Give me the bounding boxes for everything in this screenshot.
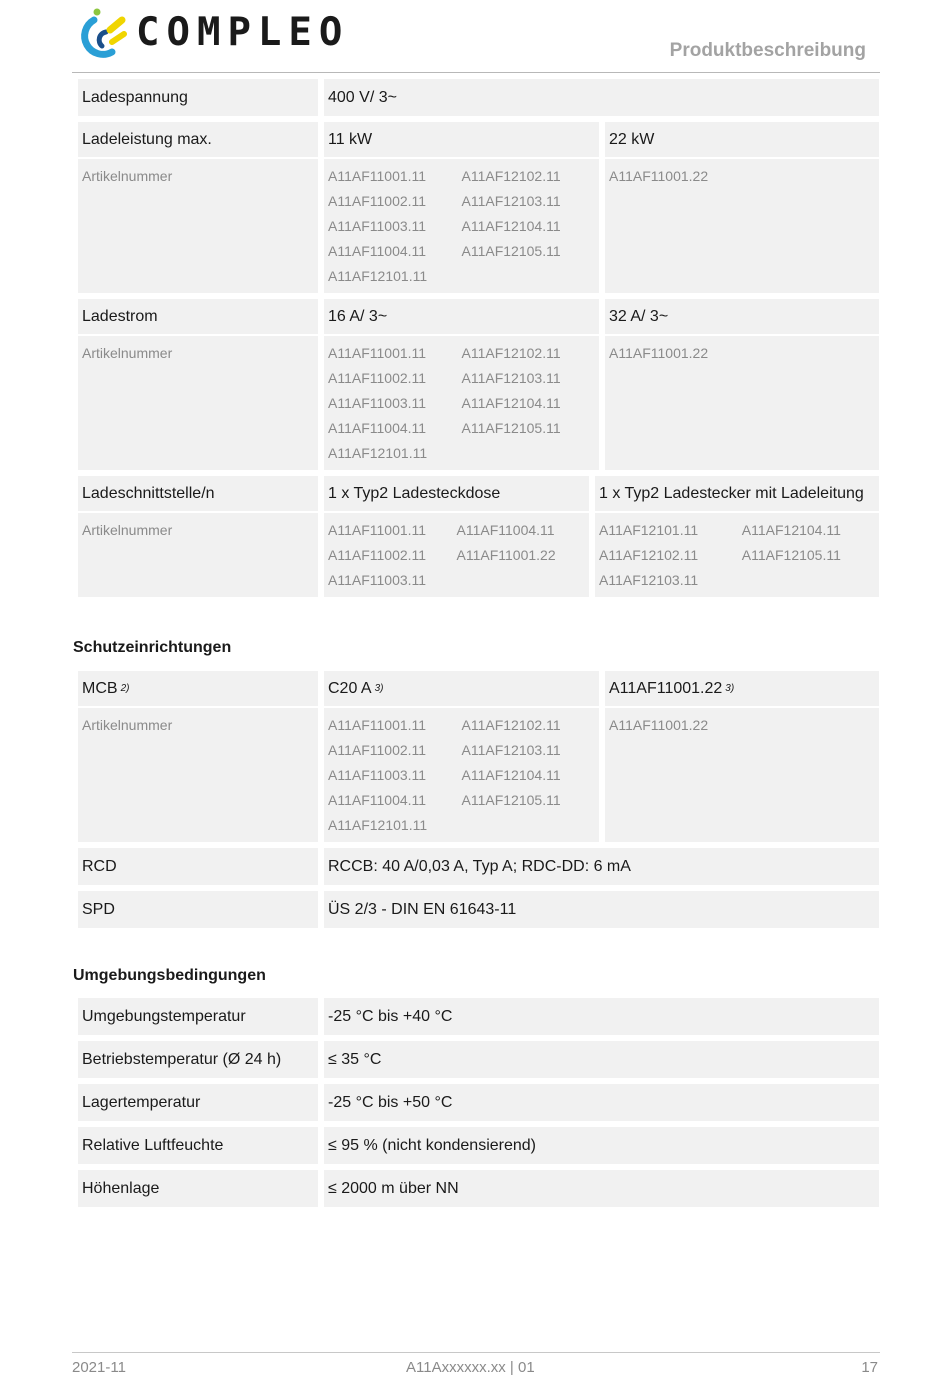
section-heading-schutz: Schutzeinrichtungen bbox=[73, 639, 232, 656]
section-heading-umgebung: Umgebungsbedingungen bbox=[73, 967, 266, 984]
value-rcd: RCCB: 40 A/0,03 A, Typ A; RDC-DD: 6 mA bbox=[324, 848, 879, 885]
brand-wordmark: COMPLEO bbox=[136, 10, 350, 55]
artikel-list bbox=[324, 513, 589, 597]
artikel-number: A11AF11004.11 bbox=[456, 522, 555, 538]
artikel-number: A11AF11003.11 bbox=[328, 767, 427, 783]
artikel-number: A11AF12105.11 bbox=[741, 547, 841, 563]
value-22kw: 22 kW bbox=[605, 122, 879, 159]
artikel-number: A11AF11004.11 bbox=[328, 792, 427, 808]
artikel-number: A11AF11001.22 bbox=[456, 547, 556, 563]
artikel-list bbox=[324, 159, 599, 293]
artikel-number: A11AF12104.11 bbox=[461, 767, 561, 783]
artikel-number: A11AF12101.11 bbox=[328, 817, 428, 833]
row-label: Betriebstemperatur (Ø 24 h) bbox=[78, 1041, 318, 1078]
artikel-number: A11AF11003.11 bbox=[328, 572, 427, 588]
table-row bbox=[78, 1041, 879, 1078]
row-label: Höhenlage bbox=[78, 1170, 318, 1207]
footnote-ref: 3) bbox=[725, 683, 735, 694]
artikel-list bbox=[605, 708, 879, 842]
row-value: ≤ 95 % (nicht kondensierend) bbox=[324, 1127, 879, 1164]
table-row bbox=[78, 336, 879, 470]
footnote-ref: 3) bbox=[374, 683, 384, 694]
artikel-number: A11AF12105.11 bbox=[461, 792, 561, 808]
artikel-number: A11AF12101.11 bbox=[599, 522, 699, 538]
artikel-number: A11AF11001.11 bbox=[328, 345, 427, 361]
c40-value: A11AF11001.22 bbox=[609, 679, 723, 697]
protection-table bbox=[78, 671, 879, 934]
table-row bbox=[78, 708, 879, 842]
artikel-number: A11AF11004.11 bbox=[328, 243, 427, 259]
artikel-list bbox=[605, 336, 879, 470]
artikel-number: A11AF12104.11 bbox=[461, 218, 561, 234]
artikel-number: A11AF11003.11 bbox=[328, 395, 427, 411]
table-row bbox=[78, 671, 879, 708]
document-title: Produktbeschreibung bbox=[669, 40, 866, 61]
artikel-number: A11AF12105.11 bbox=[461, 420, 561, 436]
table-row bbox=[78, 513, 879, 597]
row-label-ladespannung: Ladespannung bbox=[78, 79, 318, 116]
footnote-ref: 2) bbox=[120, 683, 130, 694]
row-label-ladeleistung: Ladeleistung max. bbox=[78, 122, 318, 159]
charging-spec-table bbox=[78, 79, 879, 603]
value-ladestecker: 1 x Typ2 Ladestecker mit Ladeleitung bbox=[595, 476, 879, 513]
value-c40 bbox=[605, 671, 879, 708]
page-footer bbox=[72, 1352, 880, 1376]
artikel-number: A11AF11002.11 bbox=[328, 370, 427, 386]
page-number: 17 bbox=[861, 1359, 878, 1376]
table-row bbox=[78, 891, 879, 928]
artikel-number: A11AF12103.11 bbox=[461, 742, 561, 758]
artikel-number: A11AF12102.11 bbox=[461, 345, 561, 361]
row-value: ≤ 2000 m über NN bbox=[324, 1170, 879, 1207]
environment-table bbox=[78, 998, 879, 1213]
table-row bbox=[78, 1084, 879, 1121]
artikel-number: A11AF11001.22 bbox=[609, 717, 709, 733]
value-spd: ÜS 2/3 - DIN EN 61643-11 bbox=[324, 891, 879, 928]
value-ladespannung: 400 V/ 3~ bbox=[324, 79, 879, 116]
artikel-number: A11AF11002.11 bbox=[328, 193, 427, 209]
artikel-number: A11AF12102.11 bbox=[461, 168, 561, 184]
value-11kw: 11 kW bbox=[324, 122, 599, 159]
artikel-list bbox=[324, 708, 599, 842]
artikel-number: A11AF11003.11 bbox=[328, 218, 427, 234]
row-label-ladeschnittstelle: Ladeschnittstelle/n bbox=[78, 476, 318, 513]
value-c20 bbox=[324, 671, 599, 708]
artikel-number: A11AF11002.11 bbox=[328, 742, 427, 758]
row-value: ≤ 35 °C bbox=[324, 1041, 879, 1078]
c20-value: C20 A bbox=[328, 679, 372, 697]
page-header bbox=[72, 0, 880, 73]
table-row bbox=[78, 299, 879, 336]
artikel-number: A11AF12103.11 bbox=[461, 193, 561, 209]
artikelnummer-label: Artikelnummer bbox=[78, 708, 318, 842]
mcb-label: MCB bbox=[82, 679, 118, 697]
value-16a: 16 A/ 3~ bbox=[324, 299, 599, 336]
artikel-list bbox=[324, 336, 599, 470]
row-label-spd: SPD bbox=[78, 891, 318, 928]
table-row bbox=[78, 848, 879, 885]
artikel-number: A11AF12104.11 bbox=[461, 395, 561, 411]
artikel-number: A11AF12102.11 bbox=[461, 717, 561, 733]
artikel-list bbox=[605, 159, 879, 293]
table-row bbox=[78, 79, 879, 116]
artikel-number: A11AF11001.11 bbox=[328, 168, 427, 184]
table-row bbox=[78, 998, 879, 1035]
table-row bbox=[78, 1170, 879, 1207]
table-row bbox=[78, 476, 879, 513]
artikel-list bbox=[595, 513, 879, 597]
artikelnummer-label: Artikelnummer bbox=[78, 513, 318, 597]
artikel-number: A11AF11004.11 bbox=[328, 420, 427, 436]
row-label: Umgebungstemperatur bbox=[78, 998, 318, 1035]
artikel-number: A11AF11001.11 bbox=[328, 717, 427, 733]
artikel-number: A11AF12103.11 bbox=[599, 572, 699, 588]
artikelnummer-label: Artikelnummer bbox=[78, 159, 318, 293]
artikel-number: A11AF11001.22 bbox=[609, 168, 709, 184]
row-label-mcb bbox=[78, 671, 318, 708]
table-row bbox=[78, 122, 879, 159]
row-label: Lagertemperatur bbox=[78, 1084, 318, 1121]
artikel-number: A11AF11001.22 bbox=[609, 345, 709, 361]
footer-date: 2021-11 bbox=[72, 1359, 126, 1376]
row-value: -25 °C bis +40 °C bbox=[324, 998, 879, 1035]
artikel-number: A11AF12105.11 bbox=[461, 243, 561, 259]
artikelnummer-label: Artikelnummer bbox=[78, 336, 318, 470]
table-row bbox=[78, 1127, 879, 1164]
value-32a: 32 A/ 3~ bbox=[605, 299, 879, 336]
artikel-number: A11AF12103.11 bbox=[461, 370, 561, 386]
artikel-number: A11AF12101.11 bbox=[328, 268, 428, 284]
row-value: -25 °C bis +50 °C bbox=[324, 1084, 879, 1121]
value-ladesteckdose: 1 x Typ2 Ladesteckdose bbox=[324, 476, 589, 513]
artikel-number: A11AF12104.11 bbox=[741, 522, 841, 538]
row-label-rcd: RCD bbox=[78, 848, 318, 885]
footer-doc-id: A11Axxxxxx.xx | 01 bbox=[406, 1359, 535, 1376]
row-label-ladestrom: Ladestrom bbox=[78, 299, 318, 336]
artikel-number: A11AF12102.11 bbox=[599, 547, 699, 563]
row-label: Relative Luftfeuchte bbox=[78, 1127, 318, 1164]
artikel-number: A11AF12101.11 bbox=[328, 445, 428, 461]
artikel-number: A11AF11001.11 bbox=[328, 522, 427, 538]
artikel-number: A11AF11002.11 bbox=[328, 547, 427, 563]
table-row bbox=[78, 159, 879, 293]
